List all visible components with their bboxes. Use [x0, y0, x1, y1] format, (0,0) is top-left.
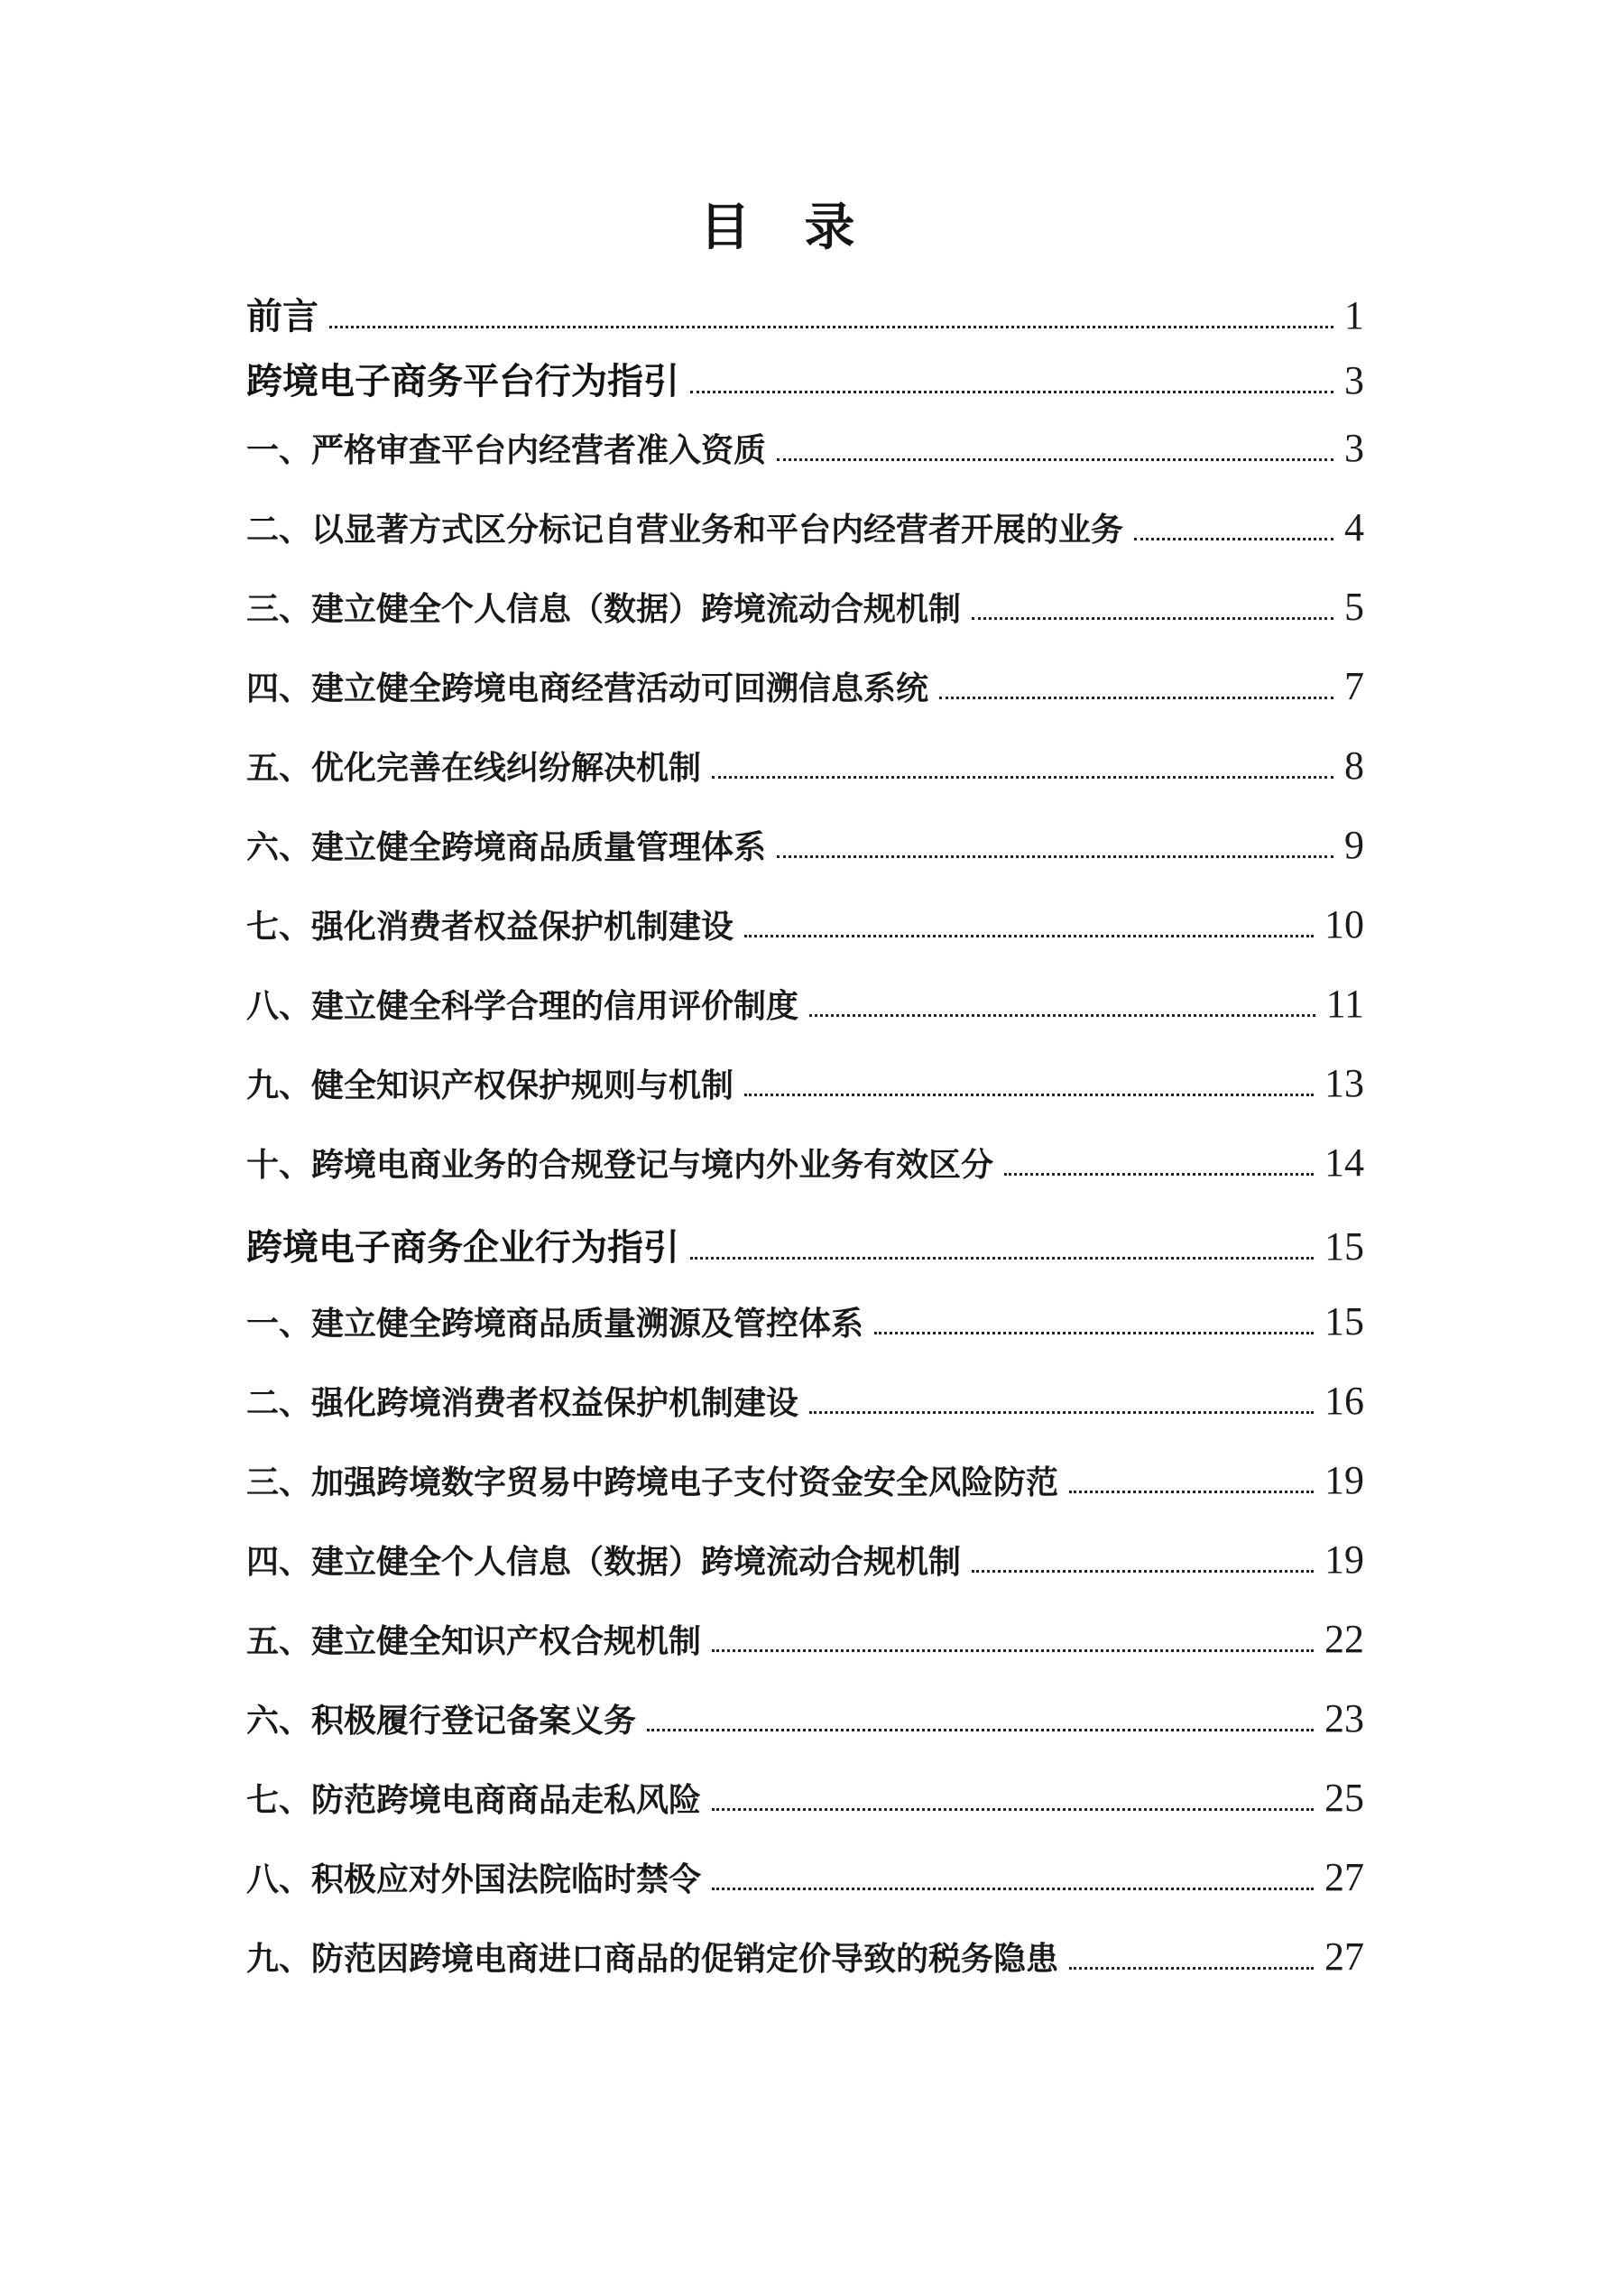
dot-leader: [1134, 538, 1333, 540]
dot-leader: [329, 326, 1333, 328]
dot-leader: [712, 1888, 1314, 1890]
toc-entry-label: 九、防范因跨境电商进口商品的促销定价导致的税务隐患: [246, 1941, 1059, 1977]
toc-entry[interactable]: [246, 1060, 1364, 1140]
toc-entry[interactable]: [246, 1298, 1364, 1378]
toc-entry-page: 25: [1324, 1776, 1364, 1820]
toc-entry-page: 1: [1344, 293, 1364, 337]
toc-entry-page: 14: [1324, 1140, 1364, 1185]
dot-leader: [744, 935, 1314, 937]
toc-entry-page: 15: [1324, 1224, 1364, 1269]
toc-entry-label: 五、建立健全知识产权合规机制: [246, 1623, 702, 1659]
dot-leader: [972, 617, 1333, 620]
toc-entry-page: 15: [1324, 1299, 1364, 1343]
toc-entry-page: 5: [1344, 585, 1364, 629]
dot-leader: [874, 1332, 1314, 1334]
toc-entry-label: 六、建立健全跨境商品质量管理体系: [246, 829, 767, 865]
dot-leader: [809, 1411, 1314, 1414]
toc-entry-label: 一、建立健全跨境商品质量溯源及管控体系: [246, 1306, 864, 1342]
toc-entry[interactable]: [246, 743, 1364, 822]
toc-entry-label: 前言: [246, 296, 318, 337]
toc-entry[interactable]: [246, 1616, 1364, 1695]
dot-leader: [712, 776, 1333, 779]
toc-entry-page: 10: [1324, 902, 1364, 946]
toc-list: [246, 288, 1364, 2013]
toc-entry-page: 8: [1344, 743, 1364, 788]
toc-entry-label: 九、健全知识产权保护规则与机制: [246, 1067, 734, 1103]
toc-entry-page: 19: [1324, 1458, 1364, 1502]
toc-entry[interactable]: [246, 1854, 1364, 1934]
toc-entry[interactable]: [246, 981, 1364, 1060]
dot-leader: [712, 1649, 1314, 1652]
toc-entry[interactable]: [246, 1219, 1364, 1298]
dot-leader: [777, 855, 1333, 858]
toc-entry[interactable]: [246, 1537, 1364, 1616]
toc-entry-page: 13: [1324, 1061, 1364, 1105]
toc-entry[interactable]: [246, 822, 1364, 901]
toc-entry-page: 23: [1324, 1696, 1364, 1740]
toc-entry[interactable]: [246, 1934, 1364, 2013]
dot-leader: [690, 1257, 1314, 1260]
toc-entry-label: 十、跨境电商业务的合规登记与境内外业务有效区分: [246, 1147, 994, 1183]
dot-leader: [712, 1808, 1314, 1811]
toc-entry-label: 八、建立健全科学合理的信用评价制度: [246, 988, 799, 1024]
toc-entry-page: 9: [1344, 823, 1364, 867]
page-title: 目 录: [699, 200, 857, 256]
dot-leader: [1069, 1967, 1314, 1970]
dot-leader: [744, 1094, 1314, 1096]
toc-entry[interactable]: [246, 504, 1364, 584]
toc-entry-label: 二、强化跨境消费者权益保护机制建设: [246, 1385, 799, 1421]
toc-entry[interactable]: [246, 425, 1364, 504]
toc-entry[interactable]: [246, 1457, 1364, 1537]
toc-entry[interactable]: [246, 584, 1364, 663]
toc-entry[interactable]: [246, 663, 1364, 743]
toc-entry-page: 27: [1324, 1934, 1364, 1979]
dot-leader: [1069, 1491, 1314, 1493]
toc-entry-label: 三、建立健全个人信息（数据）跨境流动合规机制: [246, 591, 962, 627]
toc-entry-label: 跨境电子商务企业行为指引: [246, 1227, 679, 1268]
toc-entry-label: 四、建立健全跨境电商经营活动可回溯信息系统: [246, 670, 929, 706]
toc-entry-label: 八、积极应对外国法院临时禁令: [246, 1861, 702, 1897]
dot-leader: [809, 1014, 1315, 1017]
toc-entry-label: 四、建立健全个人信息（数据）跨境流动合规机制: [246, 1544, 962, 1580]
toc-entry-page: 19: [1324, 1537, 1364, 1582]
toc-entry[interactable]: [246, 1775, 1364, 1854]
dot-leader: [972, 1570, 1314, 1573]
toc-entry-page: 11: [1325, 982, 1364, 1026]
toc-entry-page: 22: [1324, 1617, 1364, 1661]
toc-entry-label: 二、以显著方式区分标记自营业务和平台内经营者开展的业务: [246, 512, 1124, 548]
toc-entry[interactable]: [246, 1140, 1364, 1219]
toc-entry-label: 三、加强跨境数字贸易中跨境电子支付资金安全风险防范: [246, 1464, 1059, 1500]
toc-entry-page: 3: [1344, 426, 1364, 470]
toc-entry-page: 7: [1344, 664, 1364, 708]
toc-entry[interactable]: [246, 353, 1364, 425]
dot-leader: [1004, 1173, 1314, 1176]
dot-leader: [690, 391, 1333, 393]
toc-entry-label: 五、优化完善在线纠纷解决机制: [246, 750, 702, 786]
toc-entry-label: 跨境电子商务平台行为指引: [246, 361, 679, 402]
toc-entry[interactable]: [246, 1695, 1364, 1775]
toc-entry[interactable]: [246, 1378, 1364, 1457]
toc-entry-page: 4: [1344, 505, 1364, 549]
dot-leader: [777, 458, 1333, 461]
toc-entry-label: 六、积极履行登记备案义务: [246, 1703, 637, 1739]
toc-entry-page: 27: [1324, 1855, 1364, 1899]
toc-entry-label: 七、防范跨境电商商品走私风险: [246, 1782, 702, 1818]
dot-leader: [647, 1729, 1314, 1731]
toc-entry-label: 七、强化消费者权益保护机制建设: [246, 909, 734, 945]
dot-leader: [939, 697, 1333, 699]
toc-entry[interactable]: [246, 288, 1364, 353]
toc-entry[interactable]: [246, 901, 1364, 981]
toc-entry-page: 3: [1344, 358, 1364, 402]
toc-entry-label: 一、严格审查平台内经营者准入资质: [246, 432, 767, 468]
toc-entry-page: 16: [1324, 1379, 1364, 1423]
